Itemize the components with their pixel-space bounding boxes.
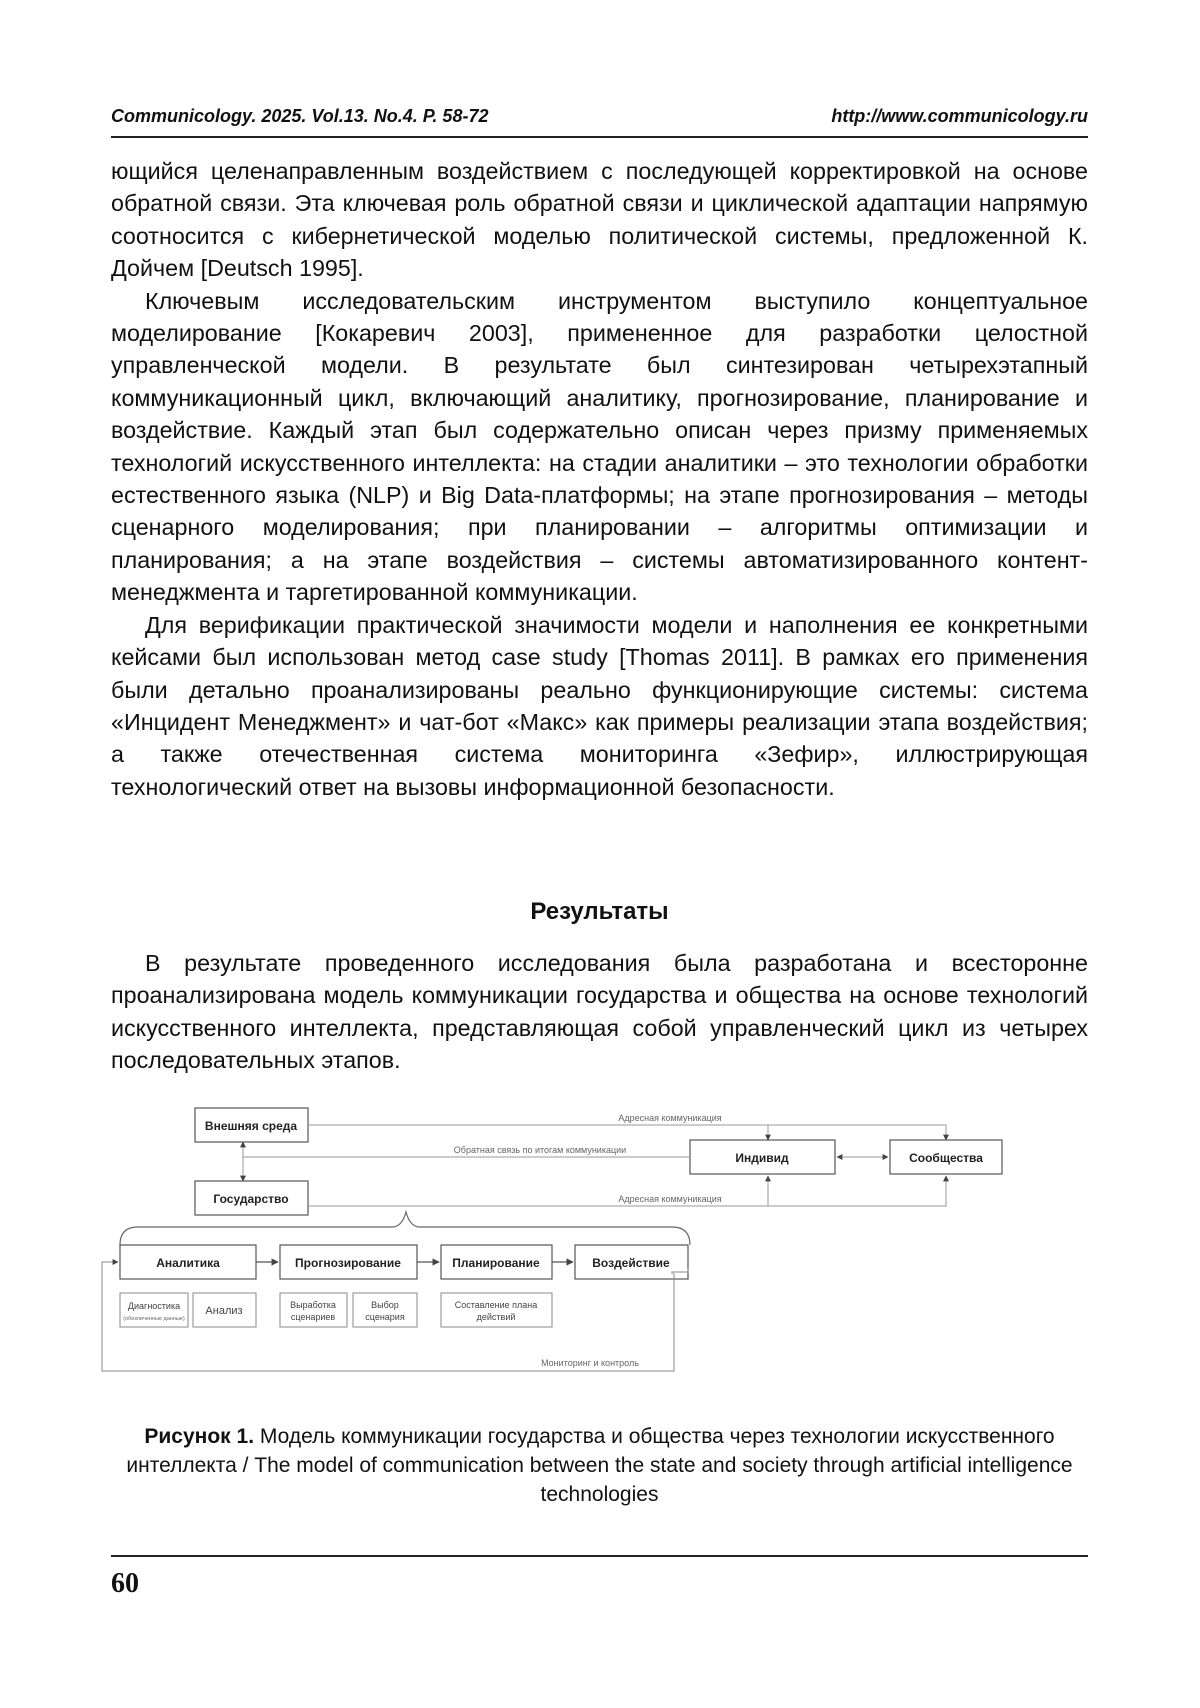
- figure-caption: [111, 1422, 1088, 1509]
- page-number: 60: [111, 1568, 139, 1599]
- journal-citation: Communicology. 2025. Vol.13. No.4. P. 58-72: [111, 106, 489, 126]
- paragraph: Ключевым исследовательским инструментом выступило концептуальное моделирование [Кокаревич 2003], примененное для разработки целостной управленческой модели. В результате был синтезирован четырехэтапный коммуникационный цикл, включающий аналитику, прогнозирование, планирование и воздействие. Каждый этап был содержательно описан через призму применяемых технологий искусственного интеллекта: на стадии аналитики – это технологии обработки естественного языка (NLP) и Big Data-платформы; на этапе прогнозирования – методы сценарного моделирования; при планировании – алгоритмы оптимизации и планирования; а на этапе воздействия – системы автоматизированного контент-менеджмента и таргетированной коммуникации.: [111, 287, 1088, 606]
- footer-rule: [111, 1555, 1088, 1557]
- stages-brace: [120, 1212, 690, 1245]
- stage-planning-label: Планирование: [452, 1256, 540, 1270]
- paragraph: В результате проведенного исследования была разработана и всесторонне проанализирована модель коммуникации государства и общества на основе технологий искусственного интеллекта, представляющая собой управленческий цикл из четырех последовательных этапов.: [111, 950, 1088, 1074]
- sub-action-plan-line2: действий: [476, 1312, 516, 1322]
- communities-label: Сообщества: [909, 1151, 983, 1165]
- stage-forecasting-label: Прогнозирование: [295, 1256, 401, 1270]
- sub-scenario-dev-line1: Выработка: [290, 1300, 336, 1310]
- diagram-svg: [100, 1090, 1100, 1405]
- individual-label: Индивид: [735, 1151, 789, 1165]
- sub-scenario-choice-line2: сценария: [365, 1312, 405, 1322]
- caption-text: Модель коммуникации государства и общества через технологии искусственного интеллекта / The model of communication between the state and society through artificial intelligence technologies: [126, 1425, 1073, 1506]
- results-text: [111, 947, 1088, 1077]
- section-title: Результаты: [530, 898, 669, 925]
- sub-scenario-dev-line2: сценариев: [290, 1312, 336, 1322]
- stage-impact-label: Воздействие: [592, 1256, 670, 1270]
- external-env-label: Внешняя среда: [204, 1119, 298, 1133]
- running-header: [111, 100, 1088, 138]
- paragraph: ющийся целенаправленным воздействием с последующей корректировкой на основе обратной связи. Эта ключевая роль обратной связи и циклической адаптации напрямую соотносится с кибернетической моделью политической системы, предложенной К. Дойчем [Deutsch 1995].: [111, 158, 1088, 282]
- sub-diagnostics-note: (обезличенные данные): [123, 1316, 185, 1322]
- body-text: [111, 155, 1088, 803]
- address-comm-top-label: Адресная коммуникация: [618, 1113, 722, 1123]
- sub-scenario-choice-line1: Выбор: [371, 1300, 399, 1310]
- paragraph: Для верификации практической значимости модели и наполнения ее конкретными кейсами был использован метод case study [Thomas 2011]. В рамках его применения были детально проанализированы реально функционирующие системы: система «Инцидент Менеджмент» и чат-бот «Макс» как примеры реализации этапа воздействия; а также отечественная система мониторинга «Зефир», иллюстрирующая технологический ответ на вызовы информационной безопасности.: [111, 611, 1088, 800]
- address-comm-top-line: [308, 1125, 946, 1140]
- figure-diagram: [100, 1090, 1100, 1405]
- sub-diagnostics-label: Диагностика: [127, 1301, 181, 1311]
- address-comm-bottom-label: Адресная коммуникация: [618, 1194, 722, 1204]
- journal-url[interactable]: http://www.communicology.ru: [831, 106, 1088, 126]
- state-label: Государство: [213, 1192, 289, 1206]
- sub-analysis-label: Анализ: [205, 1305, 243, 1317]
- stage-analytics-label: Аналитика: [156, 1256, 220, 1270]
- caption-label: Рисунок 1.: [144, 1425, 255, 1448]
- sub-action-plan-line1: Составление плана: [454, 1300, 538, 1310]
- feedback-label: Обратная связь по итогам коммуникации: [453, 1145, 627, 1155]
- monitoring-label: Мониторинг и контроль: [541, 1358, 639, 1368]
